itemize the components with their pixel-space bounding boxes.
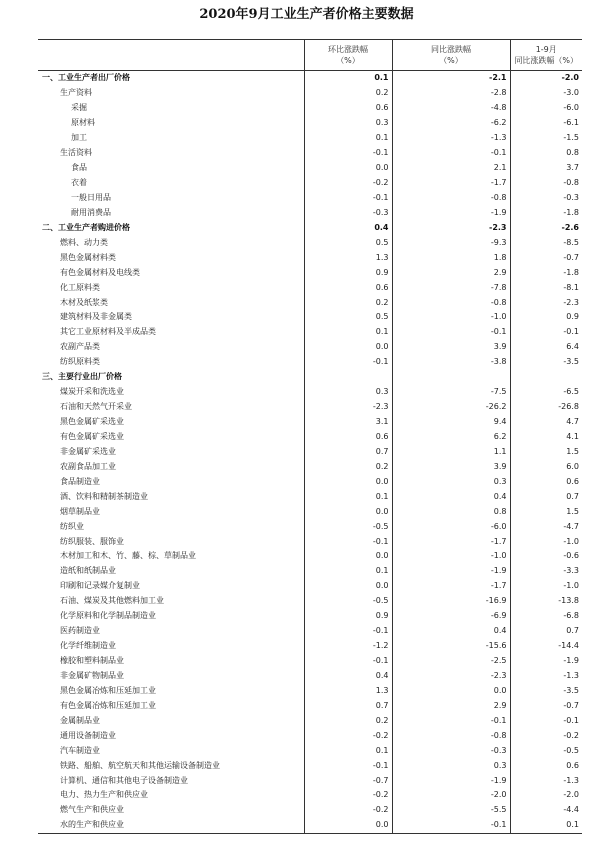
ytd-value: -0.1 <box>510 713 582 728</box>
header-yoy-unit: （%） <box>439 56 463 65</box>
row-label: 橡胶和塑料制品业 <box>60 656 124 666</box>
table-row <box>38 728 582 743</box>
row-label: 食品 <box>71 163 87 173</box>
mom-value: 0.2 <box>304 459 392 474</box>
mom-value: -0.3 <box>304 205 392 220</box>
ytd-value: 3.7 <box>510 161 582 176</box>
yoy-value: -6.9 <box>392 609 510 624</box>
mom-value: 0.9 <box>304 265 392 280</box>
mom-value: 0.0 <box>304 549 392 564</box>
header-mom-unit: （%） <box>336 56 360 65</box>
yoy-value: -2.3 <box>392 669 510 684</box>
table-row <box>38 474 582 489</box>
mom-value: 0.1 <box>304 489 392 504</box>
table-row <box>38 534 582 549</box>
row-label: 生活资料 <box>60 148 92 158</box>
table-row <box>38 131 582 146</box>
ytd-value: 0.8 <box>510 146 582 161</box>
mom-value: 0.7 <box>304 444 392 459</box>
row-label: 水的生产和供应业 <box>38 818 304 833</box>
table-row <box>38 803 582 818</box>
mom-value: 0.0 <box>304 474 392 489</box>
mom-value: -0.1 <box>304 534 392 549</box>
ytd-value: 0.7 <box>510 624 582 639</box>
price-data-table <box>38 39 582 834</box>
yoy-value: 1.1 <box>392 444 510 459</box>
yoy-value: -2.5 <box>392 654 510 669</box>
table-row <box>38 713 582 728</box>
yoy-value: 2.1 <box>392 161 510 176</box>
ytd-value: -0.3 <box>510 191 582 206</box>
header-yoy-label: 同比涨跌幅 <box>431 45 471 54</box>
row-label: 衣着 <box>71 178 87 188</box>
row-label: 木材及纸浆类 <box>60 297 108 307</box>
table-row <box>38 265 582 280</box>
table-row <box>38 624 582 639</box>
yoy-value: 6.2 <box>392 430 510 445</box>
ytd-value <box>510 370 582 385</box>
row-label: 原材料 <box>71 118 95 128</box>
mom-value: -0.1 <box>304 654 392 669</box>
table-row <box>38 444 582 459</box>
yoy-value: 9.4 <box>392 415 510 430</box>
ytd-value: -0.7 <box>510 698 582 713</box>
table-row <box>38 639 582 654</box>
row-label: 农副产品类 <box>60 342 100 352</box>
mom-value: -0.2 <box>304 803 392 818</box>
row-label: 耐用消费品 <box>71 207 111 217</box>
yoy-value: -6.2 <box>392 116 510 131</box>
yoy-value: -2.1 <box>392 71 510 86</box>
row-label: 农副食品加工业 <box>60 461 116 471</box>
yoy-value: -0.8 <box>392 191 510 206</box>
yoy-value: -1.0 <box>392 549 510 564</box>
yoy-value: -1.7 <box>392 579 510 594</box>
yoy-value: 0.0 <box>392 683 510 698</box>
row-label: 一般日用品 <box>71 192 111 202</box>
yoy-value: -0.1 <box>392 818 510 833</box>
table-row <box>38 564 582 579</box>
row-label: 一、工业生产者出厂价格 <box>42 73 130 83</box>
mom-value: -0.1 <box>304 191 392 206</box>
ytd-value: -3.5 <box>510 355 582 370</box>
row-label: 化工原料类 <box>60 282 100 292</box>
table-row <box>38 743 582 758</box>
yoy-value: -0.3 <box>392 743 510 758</box>
ytd-value: -13.8 <box>510 594 582 609</box>
mom-value: -0.2 <box>304 176 392 191</box>
table-row <box>38 161 582 176</box>
table-row <box>38 310 582 325</box>
yoy-value: -15.6 <box>392 639 510 654</box>
table-row <box>38 116 582 131</box>
row-label: 有色金属矿采选业 <box>60 431 124 441</box>
ytd-value: -26.8 <box>510 400 582 415</box>
yoy-value: 0.4 <box>392 624 510 639</box>
yoy-value: 3.9 <box>392 459 510 474</box>
row-label: 食品制造业 <box>60 476 100 486</box>
ytd-value: -1.0 <box>510 579 582 594</box>
yoy-value: -9.3 <box>392 235 510 250</box>
header-mom-change <box>304 40 392 71</box>
row-label: 煤炭开采和洗选业 <box>60 387 124 397</box>
row-label: 有色金属材料及电线类 <box>60 267 140 277</box>
mom-value: 0.3 <box>304 116 392 131</box>
row-label: 纺织原料类 <box>60 357 100 367</box>
yoy-value: -16.9 <box>392 594 510 609</box>
mom-value: 0.2 <box>304 86 392 101</box>
table-row <box>38 430 582 445</box>
mom-value: 3.1 <box>304 415 392 430</box>
ytd-value: -8.5 <box>510 235 582 250</box>
yoy-value: -0.1 <box>392 713 510 728</box>
yoy-value: 2.9 <box>392 265 510 280</box>
table-row <box>38 489 582 504</box>
yoy-value: -1.0 <box>392 310 510 325</box>
table-row <box>38 698 582 713</box>
table-row <box>38 683 582 698</box>
table-row <box>38 71 582 86</box>
ytd-value: -0.5 <box>510 743 582 758</box>
ytd-value: 0.1 <box>510 818 582 833</box>
mom-value: 0.4 <box>304 669 392 684</box>
row-label: 烟草制品业 <box>60 506 100 516</box>
table-row <box>38 519 582 534</box>
ytd-value: -4.7 <box>510 519 582 534</box>
row-label: 金属制品业 <box>60 715 100 725</box>
table-row <box>38 773 582 788</box>
yoy-value: -6.0 <box>392 519 510 534</box>
yoy-value: 0.4 <box>392 489 510 504</box>
mom-value: 0.0 <box>304 818 392 833</box>
mom-value: -0.1 <box>304 624 392 639</box>
table-row <box>38 355 582 370</box>
mom-value: 0.5 <box>304 310 392 325</box>
row-label: 酒、饮料和精制茶制造业 <box>60 491 148 501</box>
ytd-value: -1.8 <box>510 265 582 280</box>
ytd-value: -8.1 <box>510 280 582 295</box>
yoy-value: -3.8 <box>392 355 510 370</box>
yoy-value: -2.8 <box>392 86 510 101</box>
ytd-value: -3.3 <box>510 564 582 579</box>
row-label: 纺织服装、服饰业 <box>60 536 124 546</box>
yoy-value: 0.3 <box>392 474 510 489</box>
ytd-value: -3.5 <box>510 683 582 698</box>
table-row <box>38 788 582 803</box>
table-row <box>38 579 582 594</box>
mom-value: 0.5 <box>304 235 392 250</box>
mom-value: -0.7 <box>304 773 392 788</box>
yoy-value: -1.7 <box>392 534 510 549</box>
table-row <box>38 504 582 519</box>
table-row <box>38 86 582 101</box>
ytd-value: -3.0 <box>510 86 582 101</box>
header-mom-label: 环比涨跌幅 <box>328 45 368 54</box>
mom-value: 0.2 <box>304 713 392 728</box>
mom-value <box>304 370 392 385</box>
row-label: 电力、热力生产和供应业 <box>60 790 148 800</box>
row-label: 印刷和记录媒介复制业 <box>60 581 140 591</box>
yoy-value: -5.5 <box>392 803 510 818</box>
row-label: 非金属矿物制品业 <box>60 670 124 680</box>
mom-value: -2.3 <box>304 400 392 415</box>
yoy-value: -0.1 <box>392 325 510 340</box>
ytd-value: 4.1 <box>510 430 582 445</box>
row-label: 非金属矿采选业 <box>60 446 116 456</box>
ytd-value: 6.4 <box>510 340 582 355</box>
row-label: 二、工业生产者购进价格 <box>42 222 130 232</box>
ytd-value: -0.8 <box>510 176 582 191</box>
table-header <box>38 40 582 71</box>
row-label: 采掘 <box>71 103 87 113</box>
ytd-value: 0.7 <box>510 489 582 504</box>
yoy-value: -0.8 <box>392 295 510 310</box>
mom-value: 0.0 <box>304 161 392 176</box>
yoy-value: -2.0 <box>392 788 510 803</box>
mom-value: 0.7 <box>304 698 392 713</box>
ytd-value: -1.3 <box>510 669 582 684</box>
yoy-value: -1.7 <box>392 176 510 191</box>
table-row <box>38 280 582 295</box>
header-yoy-change <box>392 40 510 71</box>
table-row <box>38 400 582 415</box>
row-label: 燃料、动力类 <box>60 237 108 247</box>
ytd-value: 0.6 <box>510 758 582 773</box>
ytd-value: 0.6 <box>510 474 582 489</box>
mom-value: 0.1 <box>304 325 392 340</box>
yoy-value: -0.8 <box>392 728 510 743</box>
table-row <box>38 101 582 116</box>
row-label: 化学纤维制造业 <box>60 641 116 651</box>
mom-value: 0.0 <box>304 504 392 519</box>
mom-value: 1.3 <box>304 683 392 698</box>
table-row <box>38 250 582 265</box>
mom-value: -0.1 <box>304 146 392 161</box>
ytd-value: -1.3 <box>510 773 582 788</box>
ytd-value: -0.7 <box>510 250 582 265</box>
table-row <box>38 609 582 624</box>
table-row <box>38 295 582 310</box>
table-body <box>38 71 582 834</box>
row-label: 造纸和纸制品业 <box>60 566 116 576</box>
table-row <box>38 459 582 474</box>
mom-value: 0.6 <box>304 430 392 445</box>
mom-value: -0.2 <box>304 728 392 743</box>
yoy-value: -7.5 <box>392 385 510 400</box>
ytd-value: -0.2 <box>510 728 582 743</box>
row-label: 医药制造业 <box>60 626 100 636</box>
header-ytd-period: 1-9月 <box>535 45 557 54</box>
yoy-value: 2.9 <box>392 698 510 713</box>
table-row <box>38 654 582 669</box>
yoy-value <box>392 370 510 385</box>
row-label: 化学原料和化学制品制造业 <box>60 611 156 621</box>
document-title: 2020年9月工业生产者价格主要数据 <box>199 7 414 22</box>
mom-value: 0.1 <box>304 564 392 579</box>
mom-value: 0.2 <box>304 295 392 310</box>
row-label: 三、主要行业出厂价格 <box>42 372 122 382</box>
mom-value: 1.3 <box>304 250 392 265</box>
table-row <box>38 325 582 340</box>
mom-value: 0.1 <box>304 71 392 86</box>
ytd-value: -6.8 <box>510 609 582 624</box>
row-label: 其它工业原材料及半成品类 <box>60 327 156 337</box>
ytd-value: -1.0 <box>510 534 582 549</box>
yoy-value: -4.8 <box>392 101 510 116</box>
ytd-value: -14.4 <box>510 639 582 654</box>
yoy-value: -0.1 <box>392 146 510 161</box>
yoy-value: 0.3 <box>392 758 510 773</box>
mom-value: 0.1 <box>304 131 392 146</box>
ytd-value: -6.0 <box>510 101 582 116</box>
ytd-value: -4.4 <box>510 803 582 818</box>
mom-value: -0.5 <box>304 594 392 609</box>
yoy-value: 3.9 <box>392 340 510 355</box>
table-row <box>38 758 582 773</box>
mom-value: 0.0 <box>304 340 392 355</box>
table-row <box>38 669 582 684</box>
mom-value: 0.6 <box>304 280 392 295</box>
mom-value: 0.6 <box>304 101 392 116</box>
ytd-value: -6.1 <box>510 116 582 131</box>
row-label: 黑色金属矿采选业 <box>60 417 124 427</box>
row-label: 生产资料 <box>60 88 92 98</box>
mom-value: 0.0 <box>304 579 392 594</box>
ytd-value: 6.0 <box>510 459 582 474</box>
ytd-value: 1.5 <box>510 504 582 519</box>
row-label: 加工 <box>71 133 87 143</box>
mom-value: 0.1 <box>304 743 392 758</box>
header-item-column <box>38 40 304 71</box>
table-row <box>38 594 582 609</box>
header-ytd-label: 同比涨跌幅（%） <box>514 56 579 65</box>
row-label: 黑色金属材料类 <box>60 252 116 262</box>
row-label: 黑色金属冶炼和压延加工业 <box>60 685 156 695</box>
table-row <box>38 549 582 564</box>
yoy-value: -7.8 <box>392 280 510 295</box>
mom-value: 0.9 <box>304 609 392 624</box>
yoy-value: 1.8 <box>392 250 510 265</box>
ytd-value: -2.0 <box>510 788 582 803</box>
ytd-value: -2.0 <box>510 71 582 86</box>
ytd-value: -2.3 <box>510 295 582 310</box>
mom-value: -0.1 <box>304 758 392 773</box>
ytd-value: -2.6 <box>510 220 582 235</box>
mom-value: -0.1 <box>304 355 392 370</box>
table-row <box>38 176 582 191</box>
row-label: 有色金属冶炼和压延加工业 <box>60 700 156 710</box>
ytd-value: 4.7 <box>510 415 582 430</box>
yoy-value: -1.9 <box>392 205 510 220</box>
table-row <box>38 818 582 833</box>
ytd-value: 0.9 <box>510 310 582 325</box>
yoy-value: -2.3 <box>392 220 510 235</box>
table-row <box>38 205 582 220</box>
mom-value: -0.5 <box>304 519 392 534</box>
yoy-value: -1.9 <box>392 773 510 788</box>
mom-value: -0.2 <box>304 788 392 803</box>
yoy-value: -26.2 <box>392 400 510 415</box>
row-label: 木材加工和木、竹、藤、棕、草制品业 <box>60 551 196 561</box>
row-label: 石油、煤炭及其他燃料加工业 <box>60 596 164 606</box>
table-row <box>38 415 582 430</box>
ytd-value: -0.6 <box>510 549 582 564</box>
yoy-value: -1.9 <box>392 564 510 579</box>
table-row <box>38 385 582 400</box>
row-label: 计算机、通信和其他电子设备制造业 <box>60 775 188 785</box>
ytd-value: -1.5 <box>510 131 582 146</box>
table-row <box>38 340 582 355</box>
row-label: 汽车制造业 <box>60 745 100 755</box>
yoy-value: -1.3 <box>392 131 510 146</box>
row-label: 石油和天然气开采业 <box>60 402 132 412</box>
ytd-value: -1.9 <box>510 654 582 669</box>
table-row <box>38 235 582 250</box>
table-row <box>38 146 582 161</box>
row-label: 铁路、船舶、航空航天和其他运输设备制造业 <box>60 760 220 770</box>
table-row <box>38 370 582 385</box>
ytd-value: -0.1 <box>510 325 582 340</box>
row-label: 建筑材料及非金属类 <box>60 312 132 322</box>
ytd-value: 1.5 <box>510 444 582 459</box>
mom-value: 0.4 <box>304 220 392 235</box>
table-row <box>38 191 582 206</box>
row-label: 燃气生产和供应业 <box>60 805 124 815</box>
yoy-value: 0.8 <box>392 504 510 519</box>
ytd-value: -6.5 <box>510 385 582 400</box>
row-label: 纺织业 <box>60 521 84 531</box>
header-ytd-change <box>510 40 582 71</box>
row-label: 通用设备制造业 <box>60 730 116 740</box>
mom-value: 0.3 <box>304 385 392 400</box>
table-row <box>38 220 582 235</box>
mom-value: -1.2 <box>304 639 392 654</box>
ytd-value: -1.8 <box>510 205 582 220</box>
